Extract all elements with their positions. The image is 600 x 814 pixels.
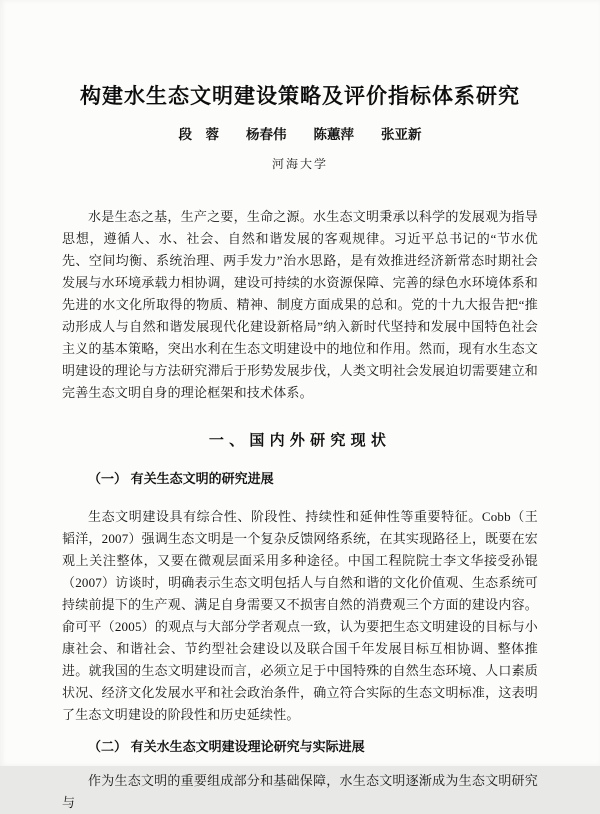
subsection-1-paragraph: 生态文明建设具有综合性、阶段性、持续性和延伸性等重要特征。Cobb（王韬洋，2007）强调生态文明是一个复杂反馈网络系统，在其实现路径上，既要在宏观上关注整体，又要在微观层面采用多种途径。中国工程院院士李文华接受孙锟（2007）访谈时，明确表示生态文明包括人与自然和谐的文化价值观、生态系统可持续前提下的生产观、满足自身需要又不损害自然的消费观三个方面的建设内容。俞可平（2005）的观点与大部分学者观点一致，认为要把生态文明建设的目标与小康社会、和谐社会、节约型社会建设以及联合国千年发展目标互相协调、整体推进。就我国的生态文明建设而言，必须立足于中国特殊的自然生态环境、人口素质状况、经济文化发展水平和社会政治条件，确立符合实际的生态文明标准，这表明了生态文明建设的阶段性和历史延续性。 <box>62 509 538 722</box>
subsection-2-paragraph: 作为生态文明的重要组成部分和基础保障，水生态文明逐渐成为生态文明研究与 <box>62 773 538 810</box>
paper-title: 构建水生态文明建设策略及评价指标体系研究 <box>80 85 520 108</box>
affiliation: 河海大学 <box>271 157 328 171</box>
authors-line: 段 蓉 杨春伟 陈蕙萍 张亚新 <box>178 127 422 142</box>
subsection-heading-water-eco-civilization: （二） 有关水生态文明建设理论研究与实际进展 <box>88 739 365 754</box>
section-heading-domestic-foreign-research: 一、国内外研究现状 <box>208 432 392 449</box>
subsection-heading-eco-civilization-progress: （一） 有关生态文明的研究进展 <box>88 471 274 486</box>
intro-paragraph: 水是生态之基，生产之要，生命之源。水生态文明秉承以科学的发展观为指导思想，遵循人、水、社会、自然和谐发展的客观规律。习近平总书记的“节水优先、空间均衡、系统治理、两手发力”治水思路，是有效推进经济新常态时期社会发展与水环境承载力相协调，建设可持续的水资源保障、完善的绿色水环境体系和先进的水文化所取得的物质、精神、制度方面成果的总和。党的十九大报告把“推动形成人与自然和谐发展现代化建设新格局”纳入新时代坚持和发展中国特色社会主义的基本策略，突出水利在生态文明建设中的地位和作用。然而，现有水生态文明建设的理论与方法研究滞后于形势发展步伐，人类文明社会发展迫切需要建立和完善生态文明自身的理论框架和技术体系。 <box>62 209 538 400</box>
